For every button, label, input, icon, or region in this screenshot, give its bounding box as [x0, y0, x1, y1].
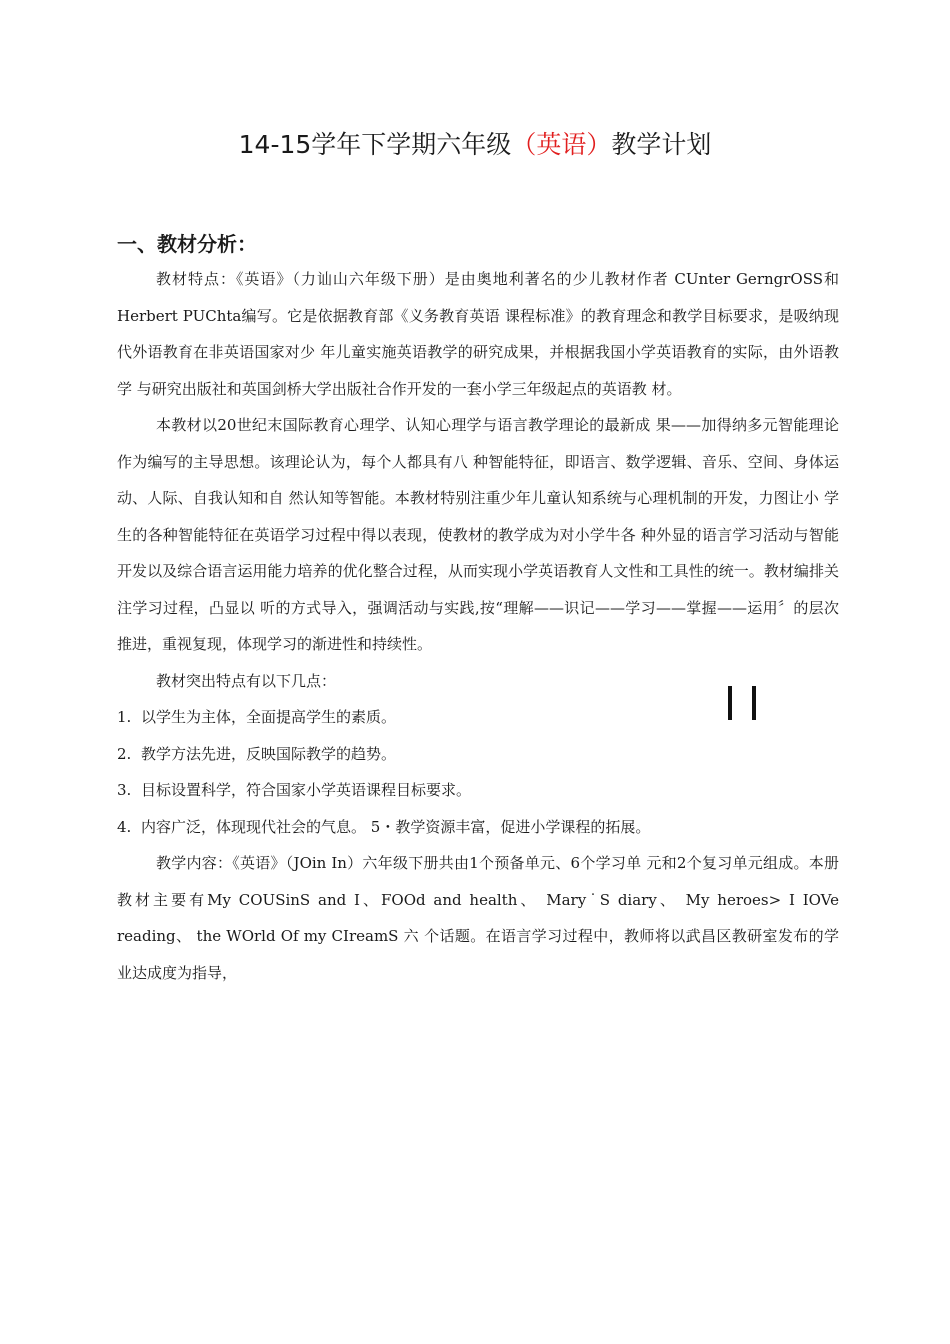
list-item [117, 736, 839, 773]
paragraph-theory: 本教材以20世纪末国际教育心理学、认知心理学与语言教学理论的最新成 果——加得纳多元智能理论作为编写的主导思想。该理论认为，每个人都具有八 种智能特征，即语言、数学逻辑、音乐、空间、身体运动、人际、自我认知和自 然认知等智能。本教材特别注重少年儿童认知系统与心理机制的开发，力图让小 学生的各种智能特征在英语学习过程中得以表现，使教材的教学成为对小学牛各 种外显的语言学习活动与智能开发以及综合语言运用能力培养的优化整合过程，从而实现小学英语教育人文性和工具性的统一。教材编排关注学习过程，凸显以 听的方式导入，强调活动与实践,按“理解——识记——学习——掌握——运用〞的层次推进，重视复现，体现学习的渐进性和持续性。 [117, 416, 839, 653]
paragraph-teaching-content: 教学内容：《英语》（JOin In）六年级下册共由1个预备单元、6个学习单 元和2个复习单元组成。本册教材主要有My COUSinS and I、FOOd and health、 Mary˙S diary、 My heroes> I IOVe reading、 the WOrld Of my CIreamS 六 个话题。在语言学习过程中，教师将以武昌区教研室发布的学业达成度为指导， [117, 854, 839, 982]
list-item-text: 教学方法先进，反映国际教学的趋势。 [141, 744, 397, 763]
list-item-text: 目标设置科学，符合国家小学英语课程目标要求。 [141, 781, 472, 799]
list-item [117, 809, 839, 846]
document-body [117, 261, 839, 991]
list-item-number: 4. [117, 817, 132, 836]
text-cursor-bars-icon [724, 686, 760, 722]
list-item-text: 以学生为主体，全面提高学生的素质。 [141, 708, 397, 726]
title-prefix: 14-15学年下学期六年级 [238, 130, 512, 159]
page-title [0, 127, 950, 163]
list-item-number: 1. [117, 708, 132, 726]
list-item-number: 3. [117, 781, 132, 799]
title-suffix: 教学计划 [611, 130, 712, 159]
paragraph-highlights-intro: 教材突出特点有以下几点： [156, 671, 337, 690]
title-subject: （英语） [511, 130, 612, 159]
list-item-number: 2. [117, 744, 132, 763]
paragraph-textbook-features: 教材特点：《英语》（力讪山六年级下册）是由奥地利著名的少儿教材作者 CUnter GerngrOSS和Herbert PUChta编写。它是依据教育部《义务教育英语 课程标准》的教育理念和教学目标要求，是吸纳现代外语教育在非英语国家对少 年儿童实施英语教学的研究成果，并根据我国小学英语教育的实际，由外语教学 与研究出版社和英国剑桥大学出版社合作开发的一套小学三年级起点的英语教 材。 [117, 270, 839, 398]
section-heading-textbook-analysis: 一、教材分析： [117, 232, 257, 256]
list-item-text: 内容广泛，体现现代社会的气息。 5・教学资源丰富，促进小学课程的拓展。 [141, 817, 651, 836]
list-item [117, 772, 839, 809]
